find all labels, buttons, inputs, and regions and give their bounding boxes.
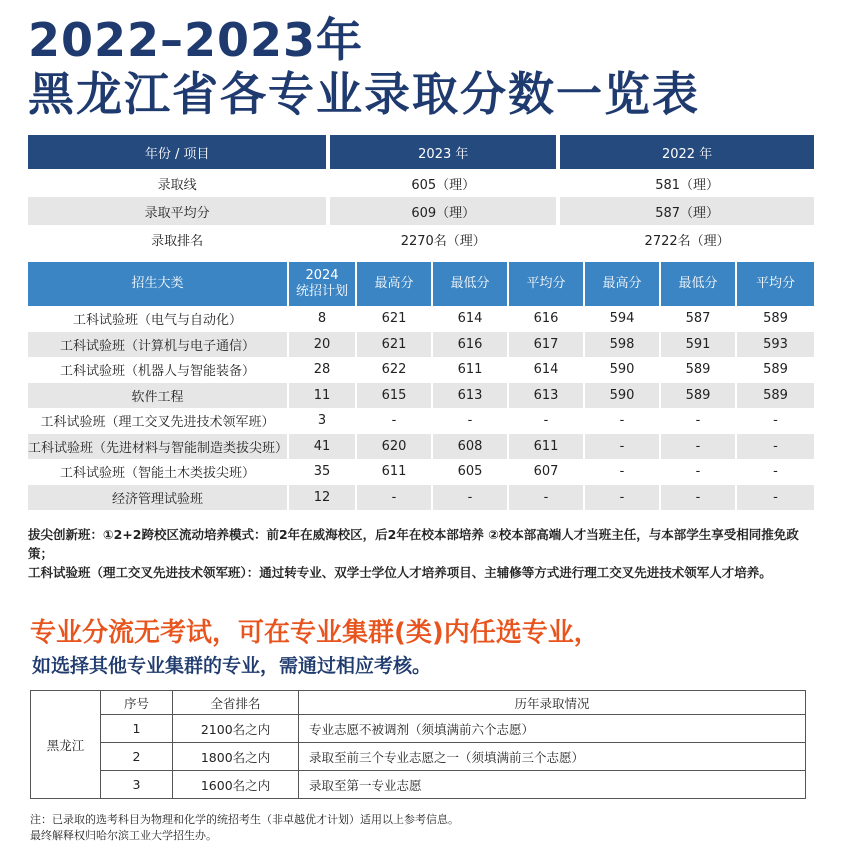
rank-row-no: 3 <box>101 771 173 799</box>
summary-row <box>28 197 814 225</box>
scores-row-cell: 589 <box>660 357 736 383</box>
notes <box>28 525 823 582</box>
scores-header-cell: 最高分 <box>584 262 660 306</box>
summary-row-label: 录取平均分 <box>28 197 326 225</box>
scores-row <box>28 357 814 383</box>
summary-row <box>28 225 814 253</box>
scores-row-cell: 589 <box>736 383 814 409</box>
scores-row-cell: 12 <box>288 485 356 511</box>
scores-row-major: 工科试验班（计算机与电子通信） <box>28 332 288 358</box>
scores-row-cell: - <box>584 434 660 460</box>
rank-row <box>31 771 806 799</box>
scores-header-cell: 招生大类 <box>28 262 288 306</box>
scores-row-cell: - <box>584 459 660 485</box>
scores-row-cell: - <box>736 408 814 434</box>
scores-row-cell: 611 <box>508 434 584 460</box>
note-line: 工科试验班（理工交叉先进技术领军班）：通过转专业、双学士学位人才培养项目、主辅修等方式进行理工交叉先进技术领军人才培养。 <box>28 565 772 580</box>
scores-body <box>28 306 814 510</box>
scores-row-cell: 35 <box>288 459 356 485</box>
scores-row-cell: 28 <box>288 357 356 383</box>
rank-row-rank: 1600名之内 <box>173 771 299 799</box>
rank-table <box>30 690 806 799</box>
scores-row-cell: 622 <box>356 357 432 383</box>
summary-row-label: 录取排名 <box>151 233 204 249</box>
scores-row-major: 工科试验班（智能土木类拔尖班） <box>28 459 288 485</box>
scores-header-cell: 2024 统招计划 <box>288 262 356 306</box>
scores-row-cell: 41 <box>288 434 356 460</box>
scores-row <box>28 383 814 409</box>
page-title: 黑龙江省各专业录取分数一览表 <box>28 67 700 121</box>
rank-header-rank: 全省排名 <box>173 691 299 715</box>
scores-row-cell: - <box>660 434 736 460</box>
scores-row <box>28 434 814 460</box>
slogan-primary: 专业分流无考试，可在专业集群(类)内任选专业， <box>30 618 600 648</box>
rank-row <box>31 715 806 743</box>
scores-row-major: 经济管理试验班 <box>28 485 288 511</box>
scores-row-cell: 3 <box>288 408 356 434</box>
scores-row-cell: - <box>508 485 584 511</box>
rank-row-desc: 专业志愿不被调剂（须填满前六个志愿） <box>299 715 806 743</box>
scores-row-cell: 611 <box>432 357 508 383</box>
scores-header-cell: 平均分 <box>736 262 814 306</box>
scores-row-major: 工科试验班（先进材料与智能制造类拔尖班） <box>28 434 288 460</box>
scores-row-cell: 613 <box>432 383 508 409</box>
scores-row-cell: 616 <box>508 306 584 332</box>
scores-row-cell: 611 <box>356 459 432 485</box>
footer-line: 最终解释权归哈尔滨工业大学招生办。 <box>30 829 217 842</box>
footer-line: 注：已录取的选考科目为物理和化学的统招考生（非卓越优才计划）适用以上参考信息。 <box>30 813 459 826</box>
summary-header-2022: 2022 年 <box>560 135 814 169</box>
scores-row-major: 工科试验班（电气与自动化） <box>28 306 288 332</box>
scores-row-cell: 589 <box>736 357 814 383</box>
scores-row-cell: 614 <box>432 306 508 332</box>
scores-row-cell: - <box>736 485 814 511</box>
summary-row-2022: 2722名（理） <box>644 233 730 249</box>
scores-row <box>28 332 814 358</box>
scores-header-cell: 平均分 <box>508 262 584 306</box>
slogan-secondary: 如选择其他专业集群的专业，需通过相应考核。 <box>32 655 432 677</box>
scores-row-cell: 607 <box>508 459 584 485</box>
rank-row-desc: 录取至第一专业志愿 <box>299 771 806 799</box>
scores-row-cell: - <box>356 485 432 511</box>
rank-row-desc: 录取至前三个专业志愿之一（须填满前三个志愿） <box>299 743 806 771</box>
scores-row-cell: 621 <box>356 306 432 332</box>
scores-row-cell: 11 <box>288 383 356 409</box>
scores-row-cell: - <box>584 408 660 434</box>
rank-header-no: 序号 <box>101 691 173 715</box>
scores-row-cell: 615 <box>356 383 432 409</box>
scores-row-cell: 20 <box>288 332 356 358</box>
scores-row-cell: 593 <box>736 332 814 358</box>
scores-row <box>28 306 814 332</box>
footer-notes <box>30 812 459 844</box>
rank-row <box>31 743 806 771</box>
scores-row-cell: 8 <box>288 306 356 332</box>
rank-row-no: 2 <box>101 743 173 771</box>
scores-row-cell: 590 <box>584 357 660 383</box>
summary-row-2023: 609（理） <box>330 197 556 225</box>
scores-row-cell: - <box>584 485 660 511</box>
rank-header-row <box>31 691 806 715</box>
scores-row-cell: - <box>432 485 508 511</box>
scores-row-cell: - <box>660 485 736 511</box>
scores-row-cell: 589 <box>736 306 814 332</box>
scores-row-cell: 605 <box>432 459 508 485</box>
scores-row-cell: 616 <box>432 332 508 358</box>
rank-header-desc: 历年录取情况 <box>299 691 806 715</box>
summary-header-2023: 2023 年 <box>330 135 556 169</box>
scores-row-cell: - <box>432 408 508 434</box>
scores-row-cell: 621 <box>356 332 432 358</box>
scores-row-cell: - <box>508 408 584 434</box>
rank-row-no: 1 <box>101 715 173 743</box>
scores-row-cell: - <box>736 459 814 485</box>
scores-row-major: 工科试验班（理工交叉先进技术领军班） <box>28 408 288 434</box>
scores-row-cell: 590 <box>584 383 660 409</box>
scores-row-cell: 587 <box>660 306 736 332</box>
summary-row-2023: 605（理） <box>411 177 476 193</box>
scores-header-cell: 最低分 <box>660 262 736 306</box>
scores-table <box>28 262 814 511</box>
scores-row-cell: - <box>660 408 736 434</box>
scores-row-cell: - <box>356 408 432 434</box>
scores-row-cell: 617 <box>508 332 584 358</box>
summary-row <box>28 169 814 197</box>
summary-header-row <box>28 135 814 169</box>
scores-row-cell: 608 <box>432 434 508 460</box>
scores-row-major: 软件工程 <box>28 383 288 409</box>
scores-row <box>28 459 814 485</box>
rank-row-rank: 1800名之内 <box>173 743 299 771</box>
summary-row-2022: 587（理） <box>560 197 814 225</box>
rank-row-rank: 2100名之内 <box>173 715 299 743</box>
note-line: 拔尖创新班：①2+2跨校区流动培养模式：前2年在威海校区，后2年在校本部培养 ②校本部高端人才当班主任，与本部学生享受相同推免政策； <box>28 527 799 561</box>
scores-header-cell: 最高分 <box>356 262 432 306</box>
scores-row-cell: 594 <box>584 306 660 332</box>
scores-row-cell: - <box>660 459 736 485</box>
scores-row-cell: 613 <box>508 383 584 409</box>
scores-row <box>28 485 814 511</box>
scores-row-cell: 589 <box>660 383 736 409</box>
scores-row-cell: - <box>736 434 814 460</box>
scores-header-cell: 最低分 <box>432 262 508 306</box>
scores-row <box>28 408 814 434</box>
scores-row-cell: 591 <box>660 332 736 358</box>
summary-table <box>28 135 814 253</box>
scores-header-row <box>28 262 814 306</box>
scores-row-cell: 598 <box>584 332 660 358</box>
summary-row-2022: 581（理） <box>655 177 720 193</box>
scores-row-cell: 614 <box>508 357 584 383</box>
summary-header-label: 年份 / 项目 <box>28 135 326 169</box>
summary-row-2023: 2270名（理） <box>400 233 486 249</box>
summary-row-label: 录取线 <box>157 177 197 193</box>
scores-row-cell: 620 <box>356 434 432 460</box>
scores-row-major: 工科试验班（机器人与智能装备） <box>28 357 288 383</box>
page-title-year: 2022–2023年 <box>28 13 364 67</box>
rank-province: 黑龙江 <box>31 691 101 799</box>
